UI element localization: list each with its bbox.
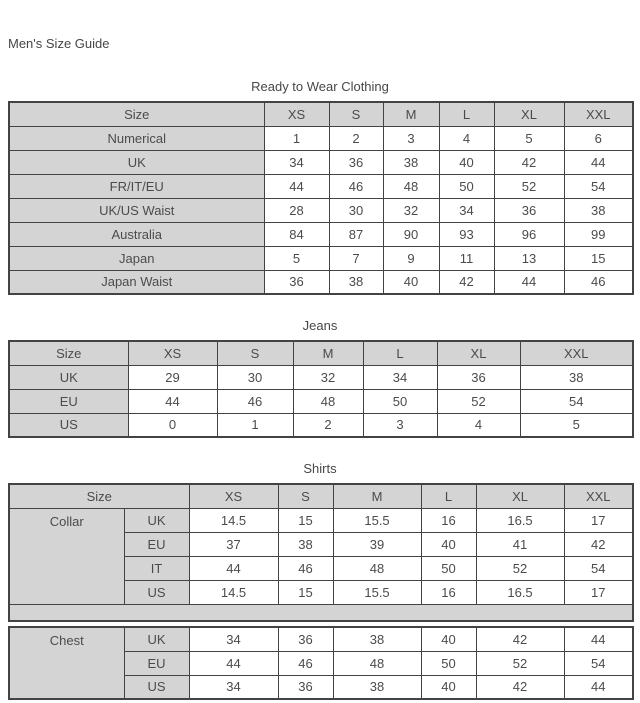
ready-to-wear-table [8, 101, 634, 295]
row-label: Japan [9, 246, 264, 270]
table-row [9, 126, 633, 150]
column-header: M [383, 102, 439, 126]
data-cell: 15.5 [333, 580, 421, 604]
column-header: S [329, 102, 383, 126]
data-cell: 46 [278, 556, 333, 580]
column-header: XS [128, 341, 217, 365]
data-cell: 50 [421, 651, 476, 675]
data-cell: 40 [383, 270, 439, 294]
data-cell: 46 [278, 651, 333, 675]
row-label: EU [9, 389, 128, 413]
shirts-chest-table [8, 626, 634, 700]
table-row [9, 222, 633, 246]
data-cell: 46 [329, 174, 383, 198]
data-cell: 48 [293, 389, 363, 413]
data-cell: 32 [383, 198, 439, 222]
data-cell: 1 [264, 126, 329, 150]
table-row [9, 198, 633, 222]
column-header: XL [476, 484, 564, 508]
row-label: UK [9, 365, 128, 389]
data-cell: 90 [383, 222, 439, 246]
row-label: Numerical [9, 126, 264, 150]
data-cell: 50 [439, 174, 494, 198]
header-row [9, 102, 633, 126]
column-header: S [278, 484, 333, 508]
data-cell: 87 [329, 222, 383, 246]
data-cell: 44 [189, 651, 278, 675]
data-cell: 52 [494, 174, 564, 198]
data-cell: 15 [278, 580, 333, 604]
column-header: XS [189, 484, 278, 508]
data-cell: 38 [564, 198, 633, 222]
data-cell: 14.5 [189, 580, 278, 604]
page-title: Men's Size Guide [8, 36, 110, 51]
row-label: IT [124, 556, 189, 580]
data-cell: 2 [293, 413, 363, 437]
data-cell: 48 [333, 556, 421, 580]
jeans-section [8, 318, 632, 438]
column-header: XS [264, 102, 329, 126]
data-cell: 42 [439, 270, 494, 294]
data-cell: 34 [189, 675, 278, 699]
column-header: XXL [564, 484, 633, 508]
data-cell: 6 [564, 126, 633, 150]
data-cell: 32 [293, 365, 363, 389]
data-cell: 15 [564, 246, 633, 270]
column-header: S [217, 341, 293, 365]
data-cell: 46 [217, 389, 293, 413]
jeans-title: Jeans [302, 318, 338, 333]
row-label: FR/IT/EU [9, 174, 264, 198]
data-cell: 40 [439, 150, 494, 174]
row-label: US [124, 580, 189, 604]
data-cell: 34 [264, 150, 329, 174]
row-label: Japan Waist [9, 270, 264, 294]
data-cell: 36 [264, 270, 329, 294]
data-cell: 17 [564, 580, 633, 604]
table-row [9, 174, 633, 198]
data-cell: 44 [494, 270, 564, 294]
data-cell: 50 [363, 389, 437, 413]
data-cell: 36 [437, 365, 520, 389]
data-cell: 11 [439, 246, 494, 270]
column-header: XL [437, 341, 520, 365]
data-cell: 14.5 [189, 508, 278, 532]
data-cell: 36 [494, 198, 564, 222]
table-row [9, 365, 633, 389]
table-row [9, 627, 633, 651]
column-header: L [421, 484, 476, 508]
data-cell: 16 [421, 580, 476, 604]
data-cell: 0 [128, 413, 217, 437]
data-cell: 48 [333, 651, 421, 675]
shirts-collar-table [8, 483, 634, 622]
data-cell: 52 [437, 389, 520, 413]
data-cell: 4 [437, 413, 520, 437]
table-row [9, 413, 633, 437]
table-row [9, 150, 633, 174]
column-header: XXL [564, 102, 633, 126]
data-cell: 38 [333, 675, 421, 699]
row-label: UK [124, 627, 189, 651]
shirts-title: Shirts [303, 461, 337, 476]
data-cell: 9 [383, 246, 439, 270]
data-cell: 42 [564, 532, 633, 556]
ready-to-wear-title: Ready to Wear Clothing [251, 79, 389, 94]
data-cell: 40 [421, 627, 476, 651]
column-header: L [363, 341, 437, 365]
data-cell: 84 [264, 222, 329, 246]
group-label: Collar [9, 508, 124, 604]
column-header: XXL [520, 341, 633, 365]
column-header: L [439, 102, 494, 126]
data-cell: 34 [189, 627, 278, 651]
data-cell: 13 [494, 246, 564, 270]
data-cell: 16 [421, 508, 476, 532]
data-cell: 50 [421, 556, 476, 580]
group-label: Chest [9, 627, 124, 699]
data-cell: 15.5 [333, 508, 421, 532]
data-cell: 44 [264, 174, 329, 198]
data-cell: 30 [217, 365, 293, 389]
row-label: Australia [9, 222, 264, 246]
data-cell: 29 [128, 365, 217, 389]
row-label: EU [124, 651, 189, 675]
jeans-table [8, 340, 634, 438]
data-cell: 44 [564, 675, 633, 699]
row-label: US [124, 675, 189, 699]
row-label: EU [124, 532, 189, 556]
data-cell: 38 [329, 270, 383, 294]
row-label: US [9, 413, 128, 437]
data-cell: 36 [329, 150, 383, 174]
data-cell: 38 [333, 627, 421, 651]
data-cell: 28 [264, 198, 329, 222]
row-label: UK/US Waist [9, 198, 264, 222]
data-cell: 48 [383, 174, 439, 198]
data-cell: 41 [476, 532, 564, 556]
data-cell: 44 [189, 556, 278, 580]
data-cell: 3 [383, 126, 439, 150]
data-cell: 5 [520, 413, 633, 437]
data-cell: 42 [476, 627, 564, 651]
separator-row [9, 604, 633, 621]
ready-to-wear-section [8, 79, 632, 295]
header-row [9, 341, 633, 365]
data-cell: 16.5 [476, 580, 564, 604]
data-cell: 38 [383, 150, 439, 174]
row-label: UK [9, 150, 264, 174]
data-cell: 52 [476, 556, 564, 580]
data-cell: 54 [564, 556, 633, 580]
data-cell: 54 [564, 651, 633, 675]
data-cell: 30 [329, 198, 383, 222]
data-cell: 15 [278, 508, 333, 532]
data-cell: 34 [363, 365, 437, 389]
separator-cell [9, 604, 633, 621]
data-cell: 99 [564, 222, 633, 246]
table-row [9, 508, 633, 532]
size-column-header: Size [9, 484, 189, 508]
data-cell: 38 [520, 365, 633, 389]
column-header: M [333, 484, 421, 508]
data-cell: 1 [217, 413, 293, 437]
data-cell: 37 [189, 532, 278, 556]
header-row [9, 484, 633, 508]
data-cell: 54 [520, 389, 633, 413]
data-cell: 93 [439, 222, 494, 246]
table-row [9, 246, 633, 270]
data-cell: 44 [128, 389, 217, 413]
data-cell: 5 [494, 126, 564, 150]
data-cell: 52 [476, 651, 564, 675]
column-header: M [293, 341, 363, 365]
size-column-header: Size [9, 341, 128, 365]
data-cell: 16.5 [476, 508, 564, 532]
data-cell: 17 [564, 508, 633, 532]
data-cell: 40 [421, 532, 476, 556]
row-label: UK [124, 508, 189, 532]
data-cell: 7 [329, 246, 383, 270]
data-cell: 2 [329, 126, 383, 150]
table-row [9, 389, 633, 413]
column-header: XL [494, 102, 564, 126]
table-row [9, 270, 633, 294]
data-cell: 34 [439, 198, 494, 222]
data-cell: 5 [264, 246, 329, 270]
data-cell: 38 [278, 532, 333, 556]
data-cell: 54 [564, 174, 633, 198]
shirts-section [8, 461, 632, 700]
data-cell: 39 [333, 532, 421, 556]
size-column-header: Size [9, 102, 264, 126]
data-cell: 4 [439, 126, 494, 150]
data-cell: 40 [421, 675, 476, 699]
data-cell: 36 [278, 627, 333, 651]
data-cell: 36 [278, 675, 333, 699]
data-cell: 42 [494, 150, 564, 174]
data-cell: 44 [564, 150, 633, 174]
data-cell: 44 [564, 627, 633, 651]
data-cell: 46 [564, 270, 633, 294]
data-cell: 42 [476, 675, 564, 699]
data-cell: 96 [494, 222, 564, 246]
data-cell: 3 [363, 413, 437, 437]
